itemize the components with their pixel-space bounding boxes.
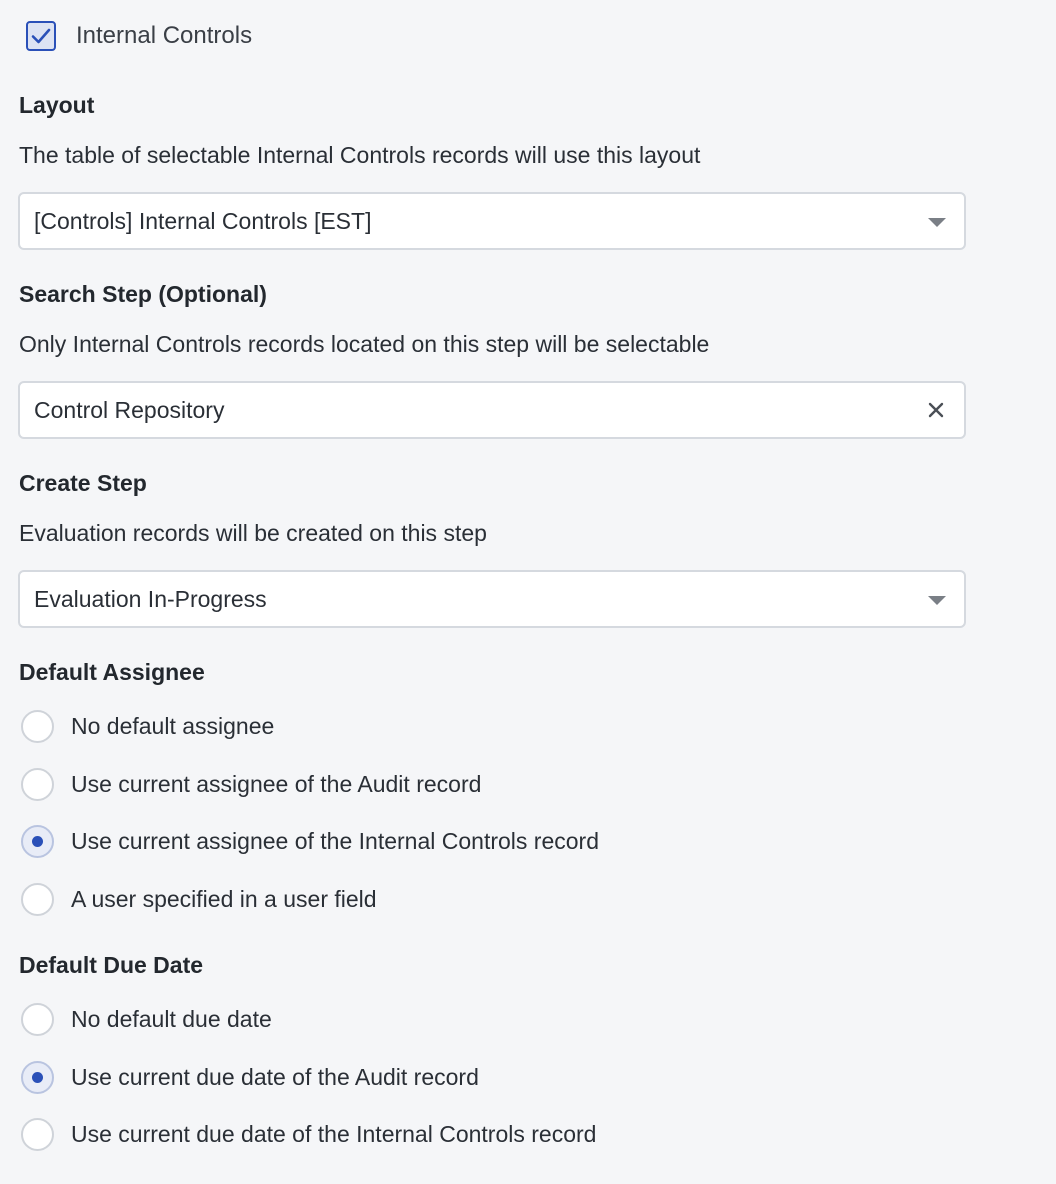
assignee-option-audit[interactable] bbox=[21, 766, 481, 802]
search-step-title: Search Step (Optional) bbox=[19, 281, 267, 307]
create-step-description: Evaluation records will be created on this step bbox=[19, 520, 487, 546]
due-date-option-none[interactable] bbox=[21, 1001, 272, 1037]
radio-label: No default assignee bbox=[71, 712, 275, 739]
create-step-select-value: Evaluation In-Progress bbox=[34, 585, 267, 612]
radio-button-selected[interactable] bbox=[21, 1061, 54, 1094]
assignee-option-user-field[interactable] bbox=[21, 881, 377, 917]
create-step-select[interactable] bbox=[18, 570, 966, 628]
radio-label: A user specified in a user field bbox=[71, 885, 377, 912]
radio-button[interactable] bbox=[21, 883, 54, 916]
close-icon[interactable] bbox=[926, 400, 946, 420]
search-step-select-value: Control Repository bbox=[34, 396, 225, 423]
create-step-title: Create Step bbox=[19, 470, 147, 496]
checkmark-icon bbox=[30, 25, 52, 47]
layout-select[interactable] bbox=[18, 192, 966, 250]
default-assignee-title: Default Assignee bbox=[19, 659, 205, 685]
layout-title: Layout bbox=[19, 92, 95, 118]
radio-label: Use current due date of the Audit record bbox=[71, 1063, 479, 1090]
radio-button[interactable] bbox=[21, 768, 54, 801]
radio-button[interactable] bbox=[21, 1118, 54, 1151]
search-step-description: Only Internal Controls records located on this step will be selectable bbox=[19, 331, 710, 357]
chevron-down-icon[interactable] bbox=[928, 596, 946, 605]
internal-controls-label: Internal Controls bbox=[76, 22, 253, 49]
layout-description: The table of selectable Internal Controls records will use this layout bbox=[19, 142, 701, 168]
radio-label: Use current due date of the Internal Controls record bbox=[71, 1120, 597, 1147]
chevron-down-icon[interactable] bbox=[928, 218, 946, 227]
radio-button[interactable] bbox=[21, 1003, 54, 1036]
radio-button-selected[interactable] bbox=[21, 825, 54, 858]
layout-select-value: [Controls] Internal Controls [EST] bbox=[34, 207, 372, 234]
internal-controls-checkbox-row[interactable] bbox=[26, 18, 252, 54]
radio-label: Use current assignee of the Audit record bbox=[71, 770, 482, 797]
default-due-date-title: Default Due Date bbox=[19, 952, 204, 978]
due-date-option-internal-controls[interactable] bbox=[21, 1116, 596, 1152]
assignee-option-none[interactable] bbox=[21, 708, 274, 744]
radio-label: No default due date bbox=[71, 1005, 272, 1032]
radio-label: Use current assignee of the Internal Controls record bbox=[71, 827, 599, 854]
internal-controls-checkbox[interactable] bbox=[26, 21, 56, 51]
radio-button[interactable] bbox=[21, 710, 54, 743]
due-date-option-audit[interactable] bbox=[21, 1059, 479, 1095]
search-step-select[interactable] bbox=[18, 381, 966, 439]
assignee-option-internal-controls[interactable] bbox=[21, 823, 599, 859]
